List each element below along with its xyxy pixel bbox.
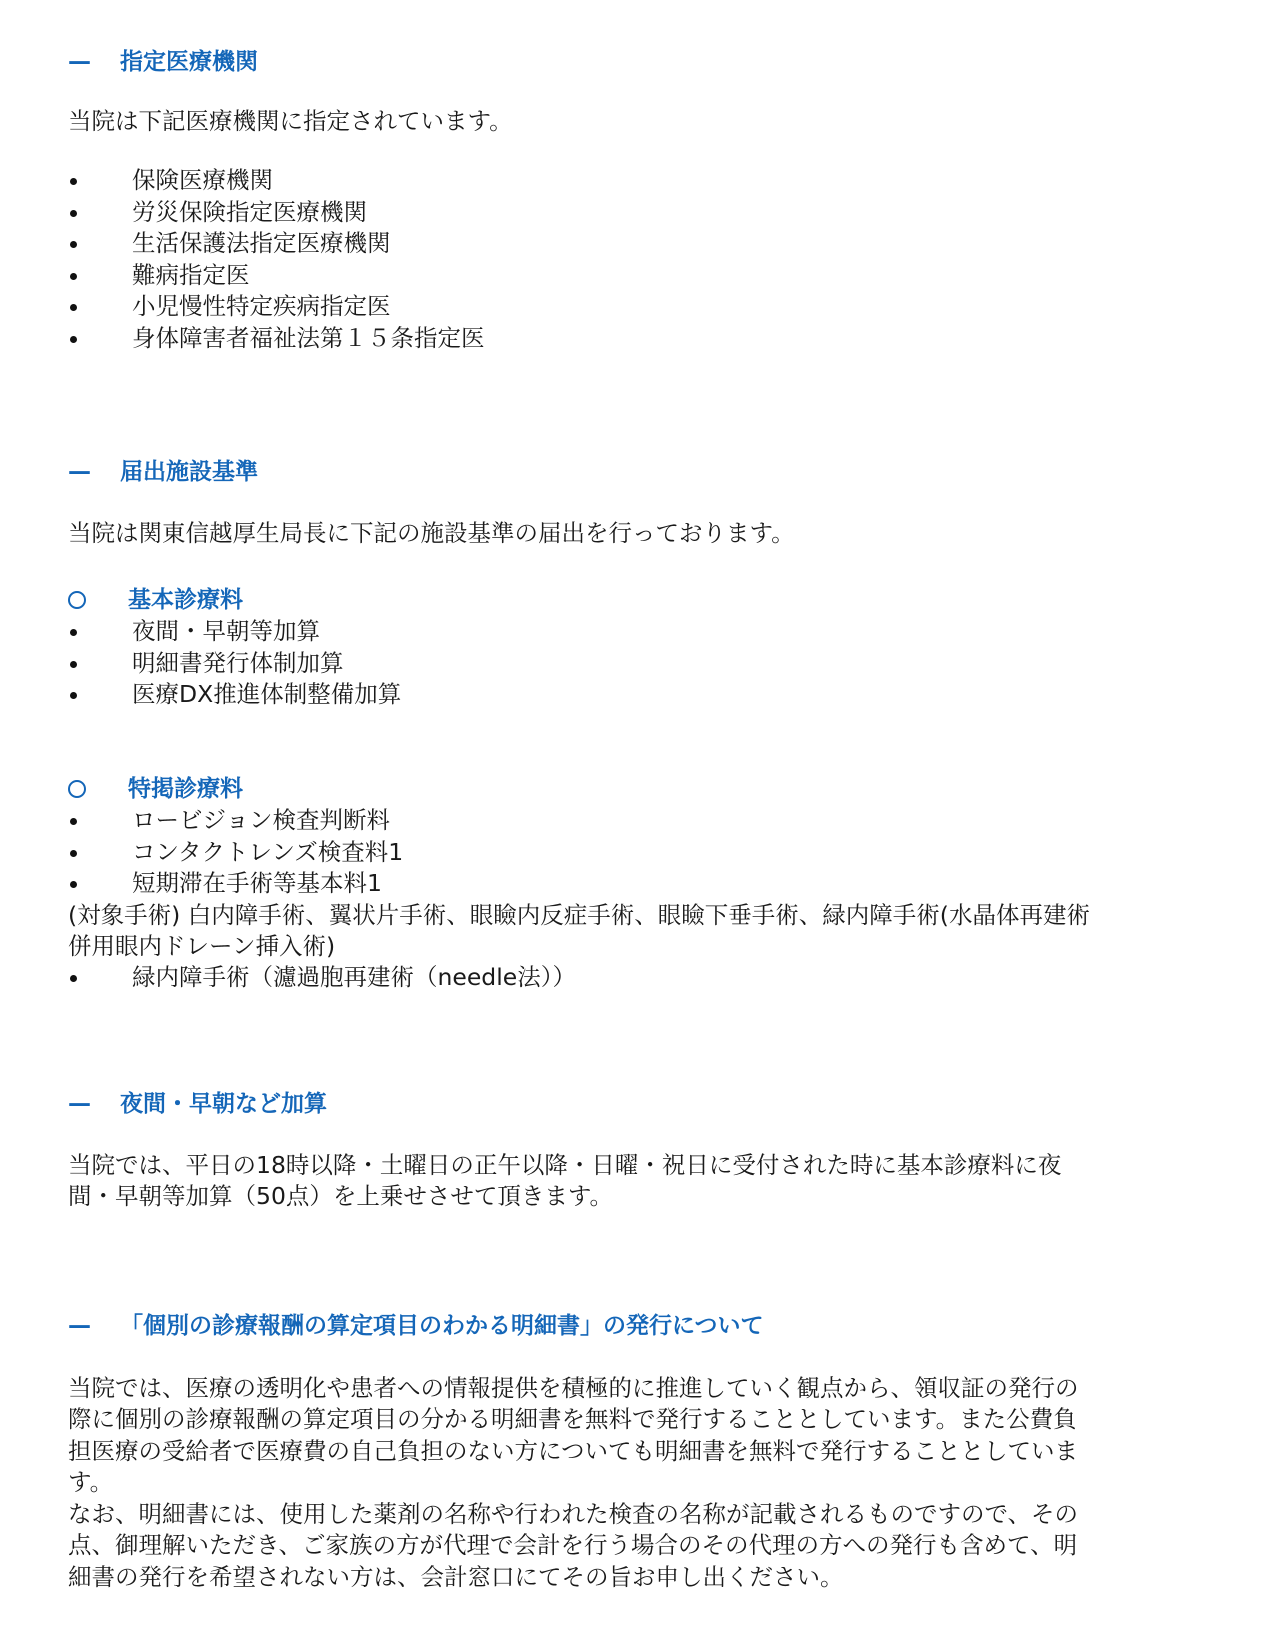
special-fees-list bbox=[68, 805, 403, 900]
subheading-title: 基本診療料 bbox=[128, 587, 243, 613]
bullet-icon bbox=[70, 273, 77, 280]
heading-dash-marker: — bbox=[68, 49, 91, 75]
body-line: 当院では、医療の透明化や患者への情報提供を積極的に推進していく観点から、領収証の発行の bbox=[68, 1374, 1079, 1402]
heading-title: 指定医療機関 bbox=[120, 49, 258, 75]
bullet-icon bbox=[70, 241, 77, 248]
list-item: ロービジョン検査判断料 bbox=[68, 805, 403, 837]
list-item: 労災保険指定医療機関 bbox=[68, 197, 485, 229]
subheading-special-fees bbox=[68, 773, 243, 805]
section-intro: 当院は関東信越厚生局長に下記の施設基準の届出を行っております。 bbox=[68, 519, 795, 547]
subheading-title: 特掲診療料 bbox=[128, 776, 243, 802]
designated-institutions-list bbox=[68, 165, 485, 354]
list-item: 緑内障手術（濾過胞再建術（needle法）） bbox=[68, 962, 576, 994]
target-surgery-note-line: (対象手術) 白内障手術、翼状片手術、眼瞼内反症手術、眼瞼下垂手術、緑内障手術(水晶体再建術 bbox=[68, 901, 1090, 929]
bullet-icon bbox=[70, 818, 77, 825]
heading-title: 「個別の診療報酬の算定項目のわかる明細書」の発行について bbox=[120, 1313, 764, 1339]
body-line: す。 bbox=[68, 1468, 114, 1496]
bullet-icon bbox=[70, 850, 77, 857]
section-intro: 当院は下記医療機関に指定されています。 bbox=[68, 107, 513, 135]
section-heading-night-early-surcharge bbox=[68, 1088, 327, 1120]
section-heading-designated-institutions bbox=[68, 46, 258, 78]
list-item: 保険医療機関 bbox=[68, 165, 485, 197]
section-heading-itemized-statement bbox=[68, 1310, 764, 1342]
list-item: 夜間・早朝等加算 bbox=[68, 616, 401, 648]
circle-marker-icon bbox=[68, 780, 86, 798]
heading-dash-marker: — bbox=[68, 459, 91, 485]
body-line: なお、明細書には、使用した薬剤の名称や行われた検査の名称が記載されるものですので、その bbox=[68, 1500, 1079, 1528]
bullet-icon bbox=[70, 975, 77, 982]
body-line: 細書の発行を希望されない方は、会計窓口にてその旨お申し出ください。 bbox=[68, 1563, 844, 1591]
bullet-icon bbox=[70, 692, 77, 699]
body-line: 点、御理解いただき、ご家族の方が代理で会計を行う場合のその代理の方への発行も含めて、明 bbox=[68, 1531, 1078, 1559]
list-item: コンタクトレンズ検査料1 bbox=[68, 837, 403, 869]
section-heading-facility-standards bbox=[68, 456, 258, 488]
bullet-icon bbox=[70, 629, 77, 636]
list-item: 明細書発行体制加算 bbox=[68, 648, 401, 680]
bullet-icon bbox=[70, 304, 77, 311]
heading-dash-marker: — bbox=[68, 1313, 91, 1339]
list-item: 医療DX推進体制整備加算 bbox=[68, 679, 401, 711]
subheading-basic-fees bbox=[68, 584, 243, 616]
body-line: 際に個別の診療報酬の算定項目の分かる明細書を無料で発行することとしています。また公費負 bbox=[68, 1405, 1077, 1433]
list-item: 身体障害者福祉法第１５条指定医 bbox=[68, 323, 485, 355]
heading-title: 届出施設基準 bbox=[120, 459, 258, 485]
list-item: 小児慢性特定疾病指定医 bbox=[68, 291, 485, 323]
bullet-icon bbox=[70, 881, 77, 888]
body-line: 担医療の受給者で医療費の自己負担のない方についても明細書を無料で発行することとしていま bbox=[68, 1437, 1079, 1465]
heading-title: 夜間・早朝など加算 bbox=[120, 1091, 327, 1117]
special-fees-extra-list bbox=[68, 962, 576, 994]
body-line: 間・早朝等加算（50点）を上乗せさせて頂きます。 bbox=[68, 1182, 614, 1210]
bullet-icon bbox=[70, 178, 77, 185]
bullet-icon bbox=[70, 336, 77, 343]
basic-fees-list bbox=[68, 616, 401, 711]
bullet-icon bbox=[70, 661, 77, 668]
heading-dash-marker: — bbox=[68, 1091, 91, 1117]
body-line: 当院では、平日の18時以降・土曜日の正午以降・日曜・祝日に受付された時に基本診療料に夜 bbox=[68, 1151, 1062, 1179]
target-surgery-note-line: 併用眼内ドレーン挿入術) bbox=[68, 932, 336, 960]
list-item: 短期滞在手術等基本料1 bbox=[68, 868, 403, 900]
list-item: 難病指定医 bbox=[68, 260, 485, 292]
bullet-icon bbox=[70, 210, 77, 217]
list-item: 生活保護法指定医療機関 bbox=[68, 228, 485, 260]
circle-marker-icon bbox=[68, 591, 86, 609]
